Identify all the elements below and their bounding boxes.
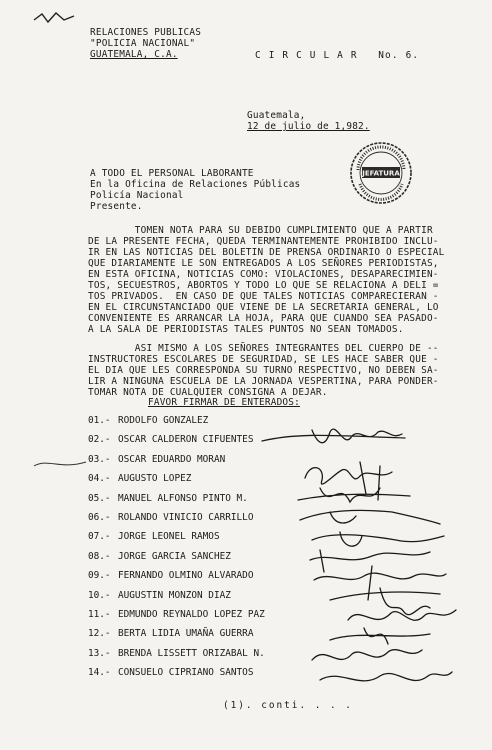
item-number: 14.- <box>88 667 111 679</box>
item-name: BRENDA LISSETT ORIZABAL N. <box>118 647 265 659</box>
item-number: 10.- <box>88 589 111 601</box>
item-name: ROLANDO VINICIO CARRILLO <box>118 511 254 523</box>
official-seal-stamp <box>348 140 414 206</box>
address-recipient: A TODO EL PERSONAL LABORANTE <box>90 168 254 179</box>
item-number: 13.- <box>88 647 111 659</box>
item-name: FERNANDO OLMINO ALVARADO <box>118 570 254 582</box>
address-block <box>90 168 300 212</box>
list-item <box>88 628 265 647</box>
item-number: 01.- <box>88 415 111 426</box>
item-name: CONSUELO CIPRIANO SANTOS <box>118 667 254 679</box>
list-item <box>88 454 265 473</box>
item-name: MANUEL ALFONSO PINTO M. <box>118 492 248 504</box>
item-number: 04.- <box>88 473 111 485</box>
item-name: JORGE GARCIA SANCHEZ <box>118 550 231 562</box>
item-number: 07.- <box>88 531 111 543</box>
margin-mark <box>30 450 90 480</box>
item-number: 05.- <box>88 492 111 504</box>
org-name: RELACIONES PUBLICAS <box>90 27 202 38</box>
body-line: TOS, SECUESTROS, ABORTOS Y TODO LO QUE SE RELACIONA A DELI = <box>88 280 439 291</box>
item-name: OSCAR CALDERON CIFUENTES <box>118 434 254 446</box>
address-closing: Presente. <box>90 201 143 212</box>
list-item <box>88 609 265 628</box>
date-block <box>247 110 370 132</box>
org-subtitle: "POLICIA NACIONAL" <box>90 38 196 49</box>
list-item <box>88 473 265 492</box>
body-line: IR EN LAS NOTICIAS DEL BOLETIN DE PRENSA ORDINARIO O ESPECIAL <box>88 247 445 258</box>
item-number: 09.- <box>88 570 111 582</box>
list-item <box>88 590 265 609</box>
org-location: GUATEMALA, C.A. <box>90 49 178 60</box>
corner-mark <box>30 8 80 28</box>
list-item <box>88 551 265 570</box>
address-office: En la Oficina de Relaciones Públicas <box>90 179 301 190</box>
item-name: JORGE LEONEL RAMOS <box>118 531 220 543</box>
letterhead <box>90 27 201 60</box>
date-full: 12 de julio de 1,982. <box>247 121 370 132</box>
list-item <box>88 570 265 589</box>
list-item <box>88 512 265 531</box>
paragraph-2 <box>88 343 439 398</box>
body-line: EN EL CIRCUNSTANCIADO QUE VIENE DE LA SECRETARIA GENERAL, LO <box>88 302 439 313</box>
item-name: OSCAR EDUARDO MORAN <box>118 453 226 465</box>
body-line: TOMAR NOTA DE CUALQUIER CONSIGNA A DEJAR. <box>88 387 328 398</box>
list-item <box>88 531 265 550</box>
body-line: DE LA PRESENTE FECHA, QUEDA TERMINANTEMENTE PROHIBIDO INCLU- <box>88 236 439 247</box>
list-item <box>88 667 265 686</box>
address-institution: Policía Nacional <box>90 190 184 201</box>
date-city: Guatemala, <box>247 110 306 121</box>
item-number: 02.- <box>88 434 111 446</box>
item-number: 03.- <box>88 453 111 465</box>
list-item <box>88 648 265 667</box>
body-line: ASI MISMO A LOS SEÑORES INTEGRANTES DEL CUERPO DE -- <box>88 343 439 354</box>
item-number: 06.- <box>88 511 111 523</box>
body-line: INSTRUCTORES ESCOLARES DE SEGURIDAD, SE LES HACE SABER QUE - <box>88 354 439 365</box>
item-number: 12.- <box>88 628 111 640</box>
continuation-note: (1). conti. . . . <box>223 700 353 711</box>
item-name: BERTA LIDIA UMAÑA GUERRA <box>118 628 254 640</box>
body-line: TOS PRIVADOS. EN CASO DE QUE TALES NOTICIAS COMPARECIERAN - <box>88 291 439 302</box>
item-name: RODOLFO GONZALEZ <box>118 415 209 426</box>
paragraph-1 <box>88 225 445 335</box>
list-item <box>88 493 265 512</box>
list-item <box>88 415 265 434</box>
body-line: EL DIA QUE LES CORRESPONDA SU TURNO RESPECTIVO, NO DEBEN SA- <box>88 365 439 376</box>
body-line: EN ESTA OFICINA, NOTICIAS COMO: VIOLACIONES, DESAPARECIMIEN- <box>88 269 439 280</box>
memo-body <box>88 225 445 398</box>
item-name: AUGUSTO LOPEZ <box>118 473 192 485</box>
list-item <box>88 434 265 453</box>
body-line: A LA SALA DE PERIODISTAS TALES PUNTOS NO SEAN TOMADOS. <box>88 324 404 335</box>
body-line: TOMEN NOTA PARA SU DEBIDO CUMPLIMIENTO QUE A PARTIR <box>88 225 433 236</box>
sign-instruction: FAVOR FIRMAR DE ENTERADOS: <box>148 397 300 408</box>
svg-text:JEFATURA: JEFATURA <box>362 169 400 178</box>
item-name: EDMUNDO REYNALDO LOPEZ PAZ <box>118 608 265 620</box>
item-name: AUGUSTIN MONZON DIAZ <box>118 589 231 601</box>
body-line: QUE DIARIAMENTE LE SON ENTREGADOS A LOS SEÑORES PERIODISTAS, <box>88 258 439 269</box>
circular-number: C I R C U L A R No. 6. <box>255 50 420 61</box>
item-number: 08.- <box>88 550 111 562</box>
item-number: 11.- <box>88 608 111 620</box>
signature-list <box>88 415 265 686</box>
body-line: CONVENIENTE ES ARRANCAR LA HOJA, PARA QUE CUANDO SEA PASADO- <box>88 313 439 324</box>
body-line: LIR A NINGUNA ESCUELA DE LA JORNADA VESPERTINA, PARA PONDER- <box>88 376 439 387</box>
